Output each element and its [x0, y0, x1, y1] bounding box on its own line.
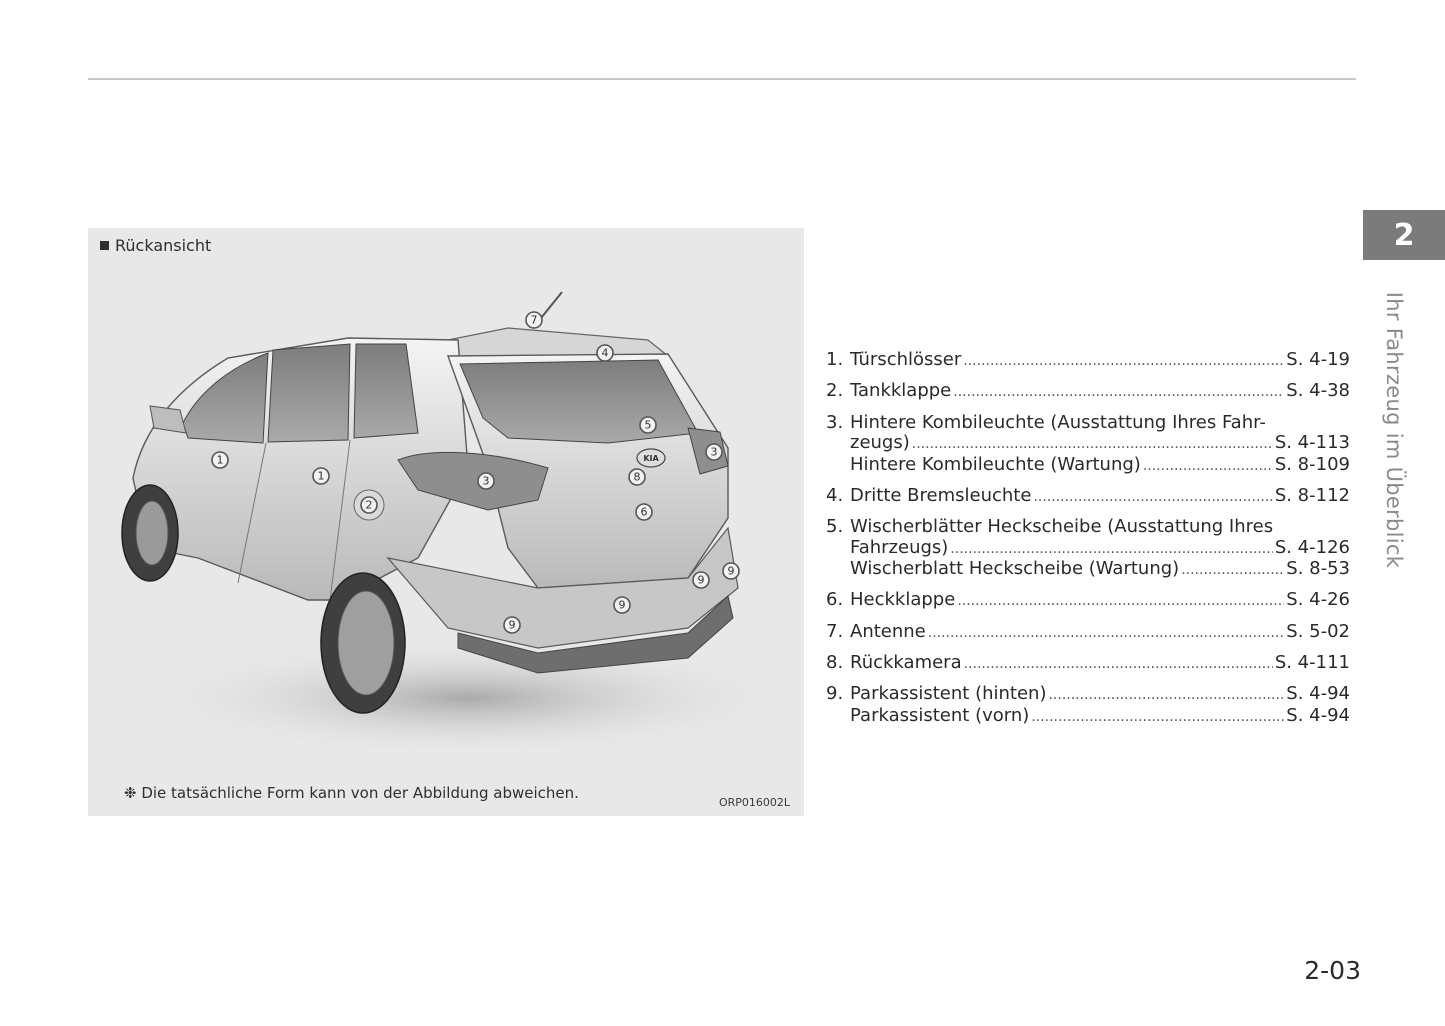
svg-text:9: 9 — [508, 618, 516, 632]
callout-9-b — [723, 563, 739, 579]
item-label: Hintere Kombileuchte (Ausstattung Ihres Fahr- — [850, 411, 1266, 433]
side-window-rear — [268, 344, 350, 442]
ground-shadow — [138, 638, 798, 758]
figure-code: ORP016002L — [718, 796, 790, 809]
list-row — [826, 413, 1350, 434]
item-label: Dritte Bremsleuchte — [850, 484, 1032, 506]
list-row — [826, 653, 1350, 675]
item-number: 3. — [826, 411, 844, 433]
item-label: Antenne — [850, 620, 926, 642]
item-label: Heckklappe — [850, 589, 956, 611]
item-number: 6. — [826, 589, 844, 611]
header-rule — [88, 78, 1356, 80]
list-item — [826, 381, 1350, 403]
dot-leader — [912, 434, 1273, 455]
figure-title-text: Rückansicht — [115, 236, 212, 255]
list-item — [826, 350, 1350, 372]
item-number: 2. — [826, 380, 844, 402]
list-item — [826, 486, 1350, 508]
list-row — [826, 684, 1350, 706]
item-page-ref: S. 4-113 — [1274, 432, 1350, 454]
callout-3-left — [478, 473, 494, 489]
callout-7 — [526, 312, 542, 328]
svg-text:9: 9 — [697, 573, 705, 587]
item-number: 5. — [826, 516, 844, 538]
item-label: zeugs) — [850, 432, 910, 454]
svg-text:1: 1 — [216, 453, 224, 467]
item-number: 9. — [826, 683, 844, 705]
dot-leader — [950, 539, 1273, 560]
dot-leader — [1048, 685, 1284, 706]
callout-1-front — [212, 452, 228, 468]
item-label: Wischerblätter Heckscheibe (Ausstattung Ihres — [850, 516, 1274, 538]
list-item — [826, 590, 1350, 612]
item-page-ref: S. 4-126 — [1274, 536, 1350, 558]
svg-text:4: 4 — [601, 346, 609, 360]
dot-leader — [1033, 487, 1272, 508]
svg-text:2: 2 — [365, 498, 373, 512]
car-rear-illustration — [88, 228, 804, 816]
svg-text:8: 8 — [633, 470, 641, 484]
item-label: Parkassistent (hinten) — [850, 683, 1047, 705]
svg-text:5: 5 — [644, 418, 652, 432]
dot-leader — [1031, 707, 1284, 728]
list-row — [826, 559, 1350, 581]
item-label: Parkassistent (vorn) — [850, 704, 1030, 726]
item-page-ref: S. 4-94 — [1286, 683, 1350, 705]
chapter-tab: 2 — [1363, 210, 1445, 260]
dot-leader — [953, 382, 1284, 403]
callout-9-c — [614, 597, 630, 613]
list-row — [826, 590, 1350, 612]
item-number: 1. — [826, 349, 844, 370]
callout-5 — [640, 417, 656, 433]
callout-3-right — [706, 444, 722, 460]
item-label: Türschlösser — [850, 349, 962, 370]
side-window-quarter — [354, 344, 418, 438]
item-label: Wischerblatt Heckscheibe (Wartung) — [850, 558, 1180, 580]
item-page-ref: S. 8-53 — [1286, 558, 1350, 580]
dot-leader — [1143, 456, 1273, 477]
item-page-ref: S. 4-94 — [1286, 704, 1350, 726]
figure-disclaimer: ❉ Die tatsächliche Form kann von der Abbildung abweichen. — [124, 784, 579, 802]
callout-8 — [629, 469, 645, 485]
svg-text:3: 3 — [482, 474, 490, 488]
front-wheel-rim — [136, 501, 168, 565]
item-label: Tankklappe — [850, 380, 952, 402]
rear-view-figure — [88, 228, 804, 816]
item-label: Hintere Kombileuchte (Wartung) — [850, 453, 1141, 475]
svg-text:6: 6 — [640, 505, 648, 519]
dot-leader — [1181, 560, 1284, 581]
rear-wheel-rim — [338, 591, 394, 695]
list-item — [826, 653, 1350, 675]
chapter-side-title: Ihr Fahrzeug im Überblick — [1382, 291, 1406, 569]
dot-leader — [928, 623, 1285, 644]
list-row — [826, 486, 1350, 508]
list-item — [826, 517, 1350, 581]
list-row — [826, 381, 1350, 403]
list-row — [826, 433, 1350, 455]
svg-text:3: 3 — [710, 445, 718, 459]
svg-text:9: 9 — [727, 564, 735, 578]
callout-6 — [636, 504, 652, 520]
dot-leader — [963, 351, 1284, 372]
item-page-ref: S. 4-19 — [1286, 349, 1350, 370]
list-item — [826, 622, 1350, 644]
list-row — [826, 517, 1350, 538]
component-list — [826, 350, 1350, 737]
callout-9-d — [504, 617, 520, 633]
item-page-ref: S. 4-26 — [1286, 589, 1350, 611]
roof-spoiler — [448, 328, 668, 358]
callout-9-a — [693, 572, 709, 588]
callout-2 — [361, 497, 377, 513]
item-number: 4. — [826, 484, 844, 506]
list-row — [826, 622, 1350, 644]
svg-text:9: 9 — [618, 598, 626, 612]
callout-1-rear — [313, 468, 329, 484]
list-row — [826, 455, 1350, 477]
item-label: Fahrzeugs) — [850, 536, 949, 558]
svg-text:1: 1 — [317, 469, 325, 483]
page-number: 2-03 — [1304, 956, 1361, 985]
item-page-ref: S. 4-111 — [1274, 652, 1350, 674]
item-page-ref: S. 5-02 — [1286, 620, 1350, 642]
list-row — [826, 706, 1350, 728]
kia-emblem-text: KIA — [643, 454, 659, 463]
item-number: 7. — [826, 620, 844, 642]
list-row — [826, 350, 1350, 372]
list-item — [826, 684, 1350, 727]
item-number: 8. — [826, 652, 844, 674]
dot-leader — [957, 591, 1284, 612]
list-row — [826, 538, 1350, 560]
dot-leader — [964, 654, 1273, 675]
item-page-ref: S. 8-112 — [1274, 484, 1350, 506]
item-page-ref: S. 8-109 — [1274, 453, 1350, 475]
callout-4 — [597, 345, 613, 361]
list-item — [826, 413, 1350, 477]
item-label: Rückkamera — [850, 652, 962, 674]
svg-text:7: 7 — [530, 313, 538, 327]
item-page-ref: S. 4-38 — [1286, 380, 1350, 402]
